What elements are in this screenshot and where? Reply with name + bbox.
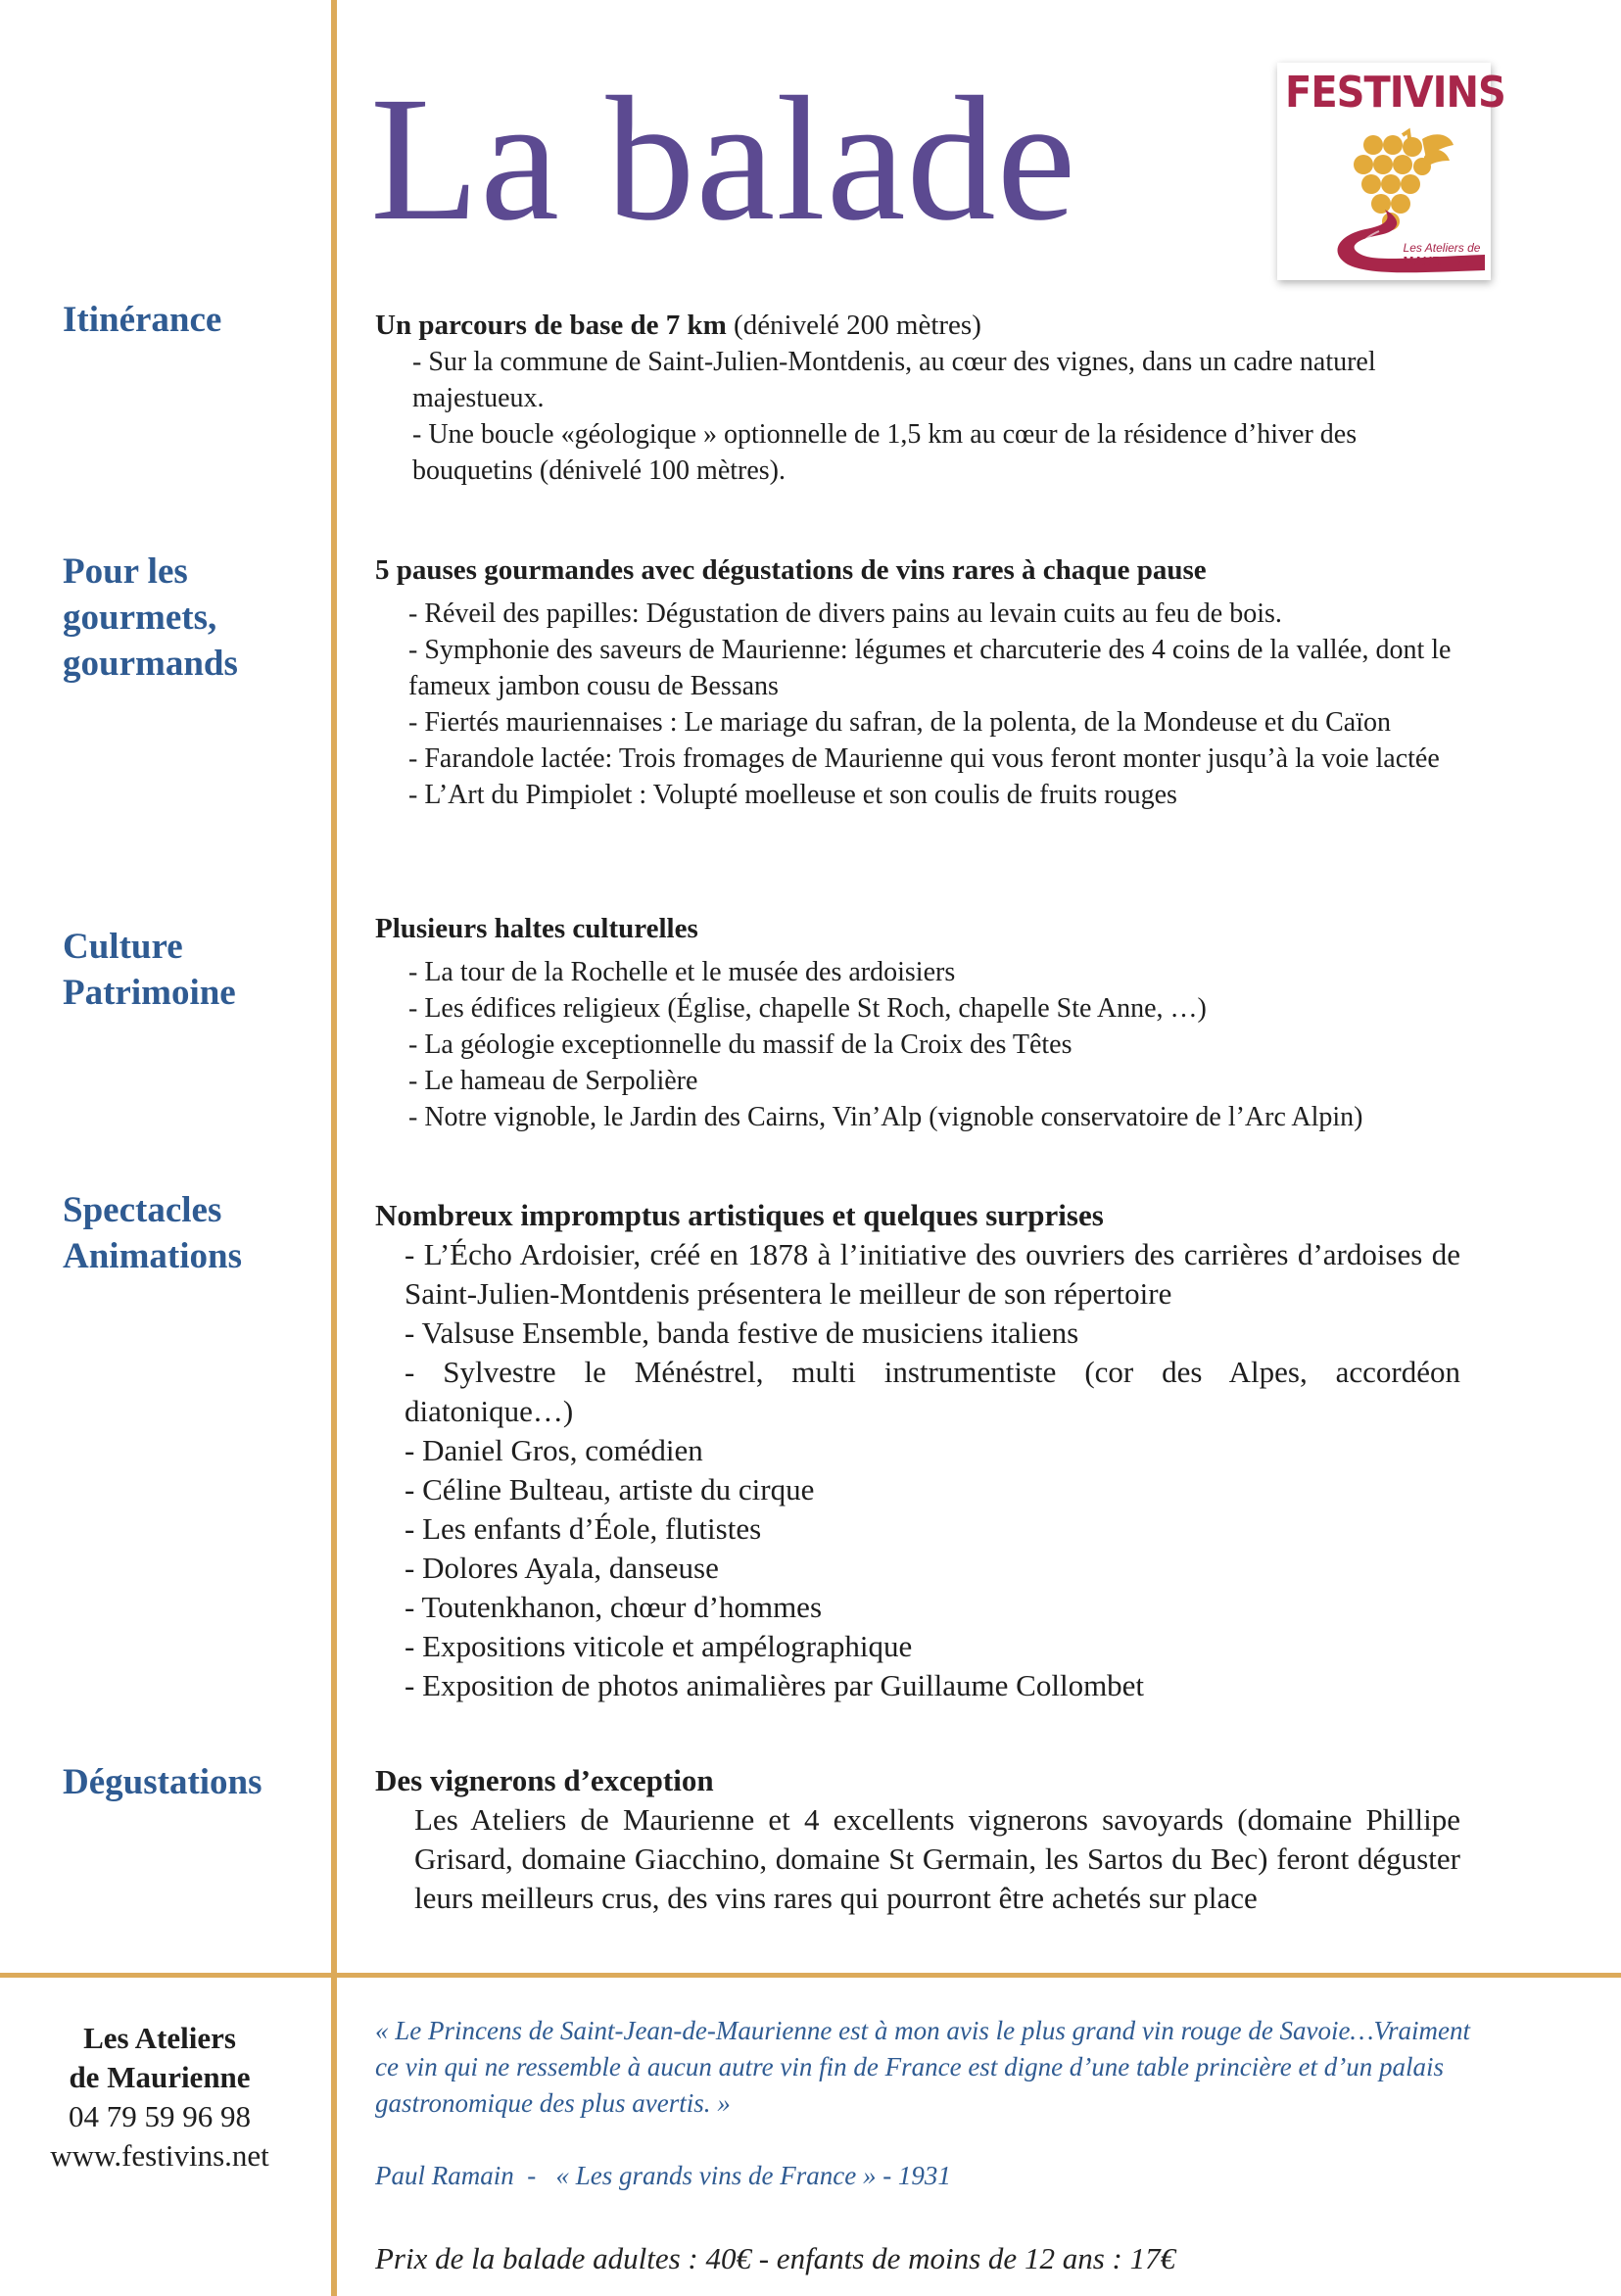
section-heading: Un parcours de base de 7 km (dénivelé 200 mètres) — [375, 310, 981, 341]
list-item: - Les édifices religieux (Église, chapelle St Roch, chapelle Ste Anne, …) — [408, 993, 1207, 1024]
list-item: - Sur la commune de Saint-Julien-Montdenis, au cœur des vignes, dans un cadre naturel majestueux. — [412, 347, 1376, 413]
quote-text: « Le Princens de Saint-Jean-de-Maurienne est à mon avis le plus grand vin rouge de Savoie…Vraiment ce vin qui ne ressemble à aucun autre vin fin de France est digne d’une table princière et d’un palais gastronomique des plus avertis. » — [375, 2016, 1471, 2118]
contact-name-line1: Les Ateliers — [83, 2021, 236, 2055]
section-heading: 5 pauses gourmandes avec dégustations de vins rares à chaque pause — [375, 554, 1207, 586]
contact-phone: 04 79 59 96 98 — [69, 2099, 251, 2133]
contact-website: www.festivins.net — [50, 2138, 269, 2173]
section-degustations — [375, 1761, 1460, 1918]
list-item: - L’Écho Ardoisier, créé en 1878 à l’initiative des ouvriers des carrières d’ardoises de Saint-Julien-Montdenis présentera le meilleur de son répertoire — [405, 1237, 1460, 1311]
list-item: - Notre vignoble, le Jardin des Cairns, Vin’Alp (vignoble conservatoire de l’Arc Alpin) — [408, 1102, 1363, 1132]
paragraph: Les Ateliers de Maurienne et 4 excellents vignerons savoyards (domaine Phillipe Grisard, domaine Giacchino, domaine St Germain, les Sartos du Bec) feront déguster leurs meilleurs crus, des vins rares qui pourront être achetés sur place — [414, 1802, 1460, 1915]
list-item: - La tour de la Rochelle et le musée des ardoisiers — [408, 957, 956, 987]
section-heading: Plusieurs haltes culturelles — [375, 913, 698, 944]
list-item: - Daniel Gros, comédien — [405, 1433, 703, 1467]
page-title: La balade — [370, 61, 1077, 258]
list-item: - Symphonie des saveurs de Maurienne: légumes et charcuterie des 4 coins de la vallée, dont le fameux jambon cousu de Bessans — [408, 635, 1452, 701]
logo-subtitle-line1: Les Ateliers de — [1403, 241, 1481, 255]
list-item: - Expositions viticole et ampélographique — [405, 1629, 913, 1663]
side-heading-spectacles: Spectacles Animations — [63, 1190, 242, 1276]
list-item: - Exposition de photos animalières par Guillaume Collombet — [405, 1668, 1145, 1702]
section-heading: Des vignerons d’exception — [375, 1763, 714, 1797]
list-item: - Fiertés mauriennaises : Le mariage du safran, de la polenta, de la Mondeuse et du Caïon — [408, 707, 1391, 738]
list-item: - L’Art du Pimpiolet : Volupté moelleuse et son coulis de fruits rouges — [408, 780, 1177, 810]
side-heading-degustations: Dégustations — [63, 1762, 262, 1802]
festivins-logo — [1277, 63, 1505, 280]
section-spectacles — [375, 1196, 1460, 1705]
list-item: - Une boucle «géologique » optionnelle de 1,5 km au cœur de la résidence d’hiver des bouquetins (dénivelé 100 mètres). — [412, 419, 1358, 486]
list-item: - Céline Bulteau, artiste du cirque — [405, 1472, 815, 1507]
section-itinerance — [375, 308, 1460, 489]
vertical-divider — [331, 0, 337, 2296]
quote-author: Paul Ramain - « Les grands vins de France » - 1931 — [375, 2161, 951, 2190]
contact-name-line2: de Maurienne — [69, 2060, 251, 2094]
list-item: - Sylvestre le Ménéstrel, multi instrumentiste (cor des Alpes, accordéon diatonique…) — [405, 1355, 1460, 1428]
section-culture — [375, 911, 1460, 1135]
footer-divider — [0, 1973, 1621, 1978]
section-gourmets — [375, 552, 1460, 813]
list-item: - Le hameau de Serpolière — [408, 1066, 698, 1096]
list-item: - La géologie exceptionnelle du massif de la Croix des Têtes — [408, 1029, 1073, 1060]
logo-brand: FESTIVINS — [1285, 69, 1505, 118]
list-item: - Réveil des papilles: Dégustation de divers pains au levain cuits au feu de bois. — [408, 598, 1282, 629]
list-item: - Les enfants d’Éole, flutistes — [405, 1511, 762, 1546]
list-item: - Toutenkhanon, chœur d’hommes — [405, 1590, 823, 1624]
side-heading-culture: Culture Patrimoine — [63, 927, 236, 1013]
section-heading: Nombreux impromptus artistiques et quelques surprises — [375, 1198, 1104, 1232]
side-heading-gourmets: Pour les gourmets, gourmands — [63, 551, 238, 684]
list-item: - Farandole lactée: Trois fromages de Maurienne qui vous feront monter jusqu’à la voie lactée — [408, 743, 1440, 774]
price-text: Prix de la balade adultes : 40€ - enfants de moins de 12 ans : 17€ — [375, 2241, 1176, 2275]
contact-block — [27, 2019, 292, 2176]
list-item: - Dolores Ayala, danseuse — [405, 1551, 719, 1585]
logo-subtitle — [1395, 241, 1489, 268]
side-heading-itinerance: Itinérance — [63, 300, 222, 340]
list-item: - Valsuse Ensemble, banda festive de musiciens italiens — [405, 1315, 1079, 1350]
logo-subtitle-line2: MAURIENNE — [1403, 254, 1481, 268]
